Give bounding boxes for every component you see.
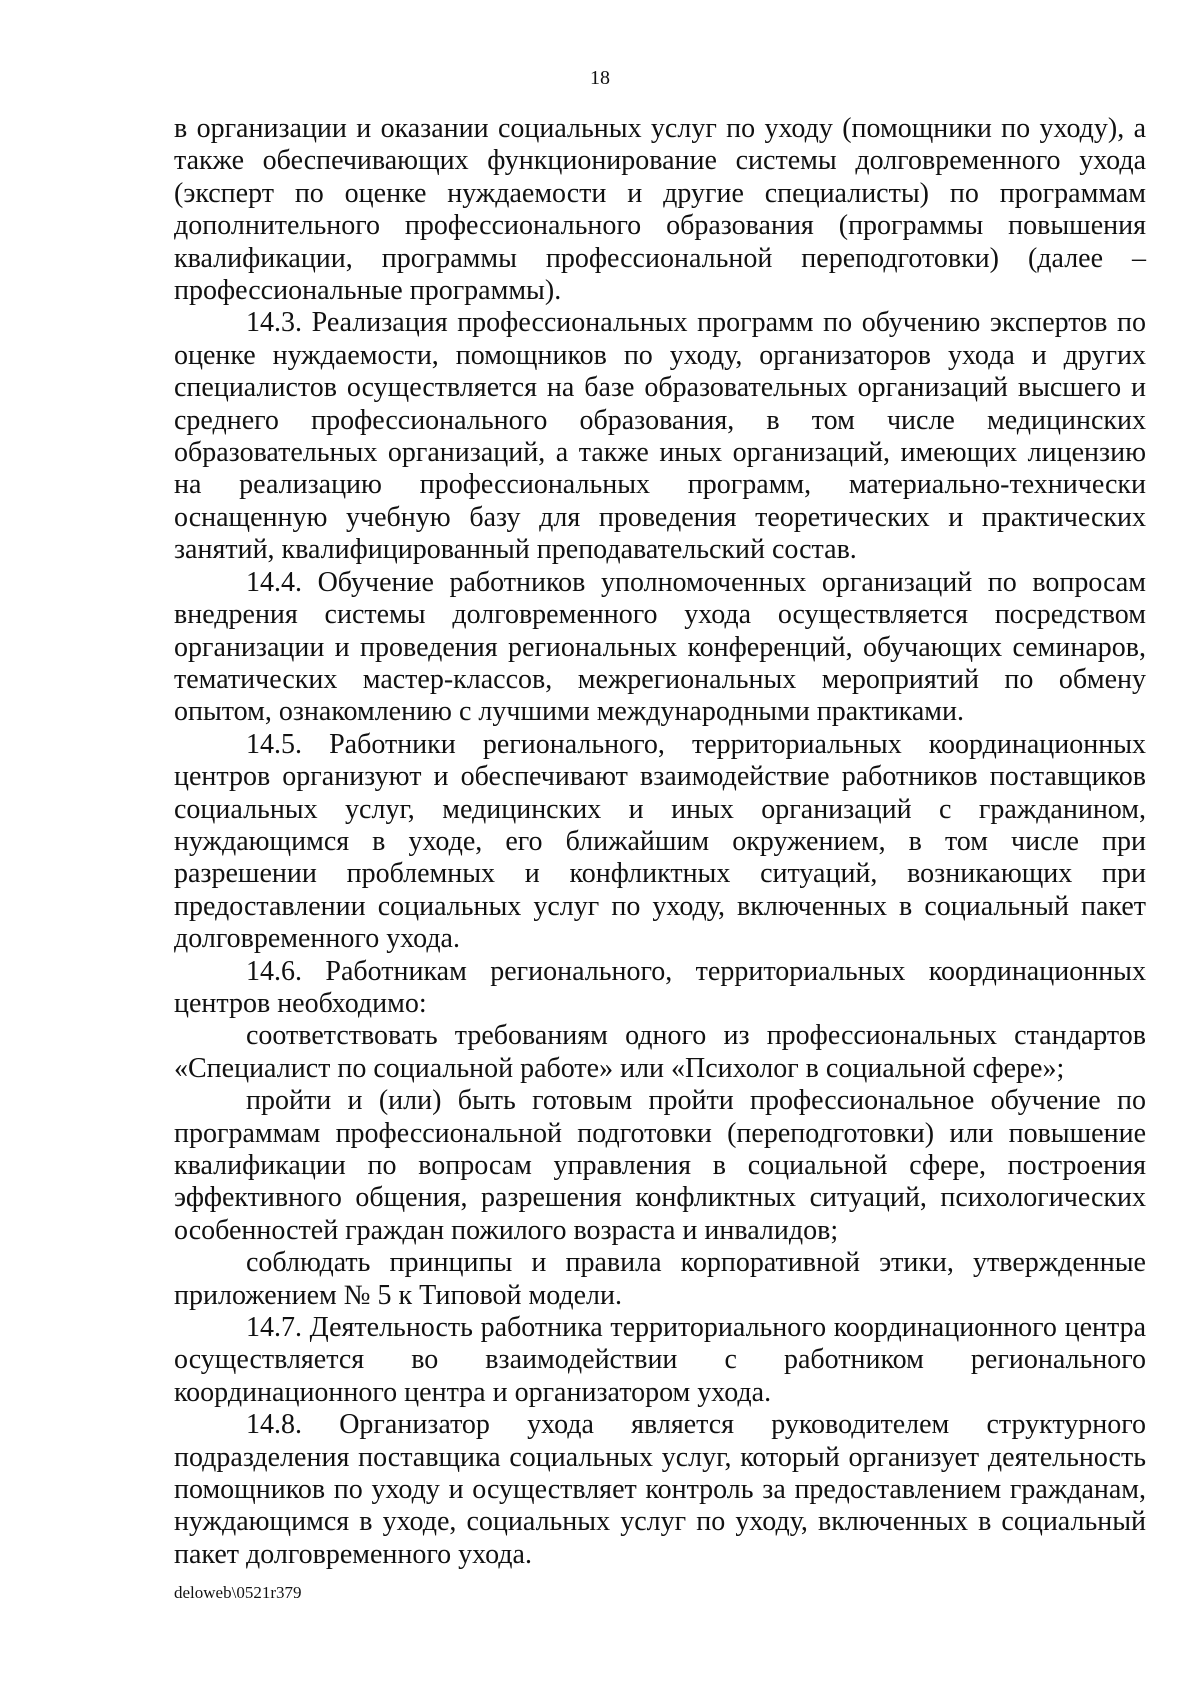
requirement-item-standards: соответствовать требованиям одного из профессиональных стандартов «Специалист по социальной работе» или «Психолог в социальной сфере»; [174, 1020, 1146, 1084]
paragraph-14-4: 14.4. Обучение работников уполномоченных организаций по вопросам внедрения системы долговременного ухода осуществляется посредством организации и проведения региональных конференций, обучающих семинаров, тематических мастер-классов, межрегиональных мероприятий по обмену опытом, ознакомлению с лучшими международными практиками. [174, 566, 1146, 728]
requirement-item-ethics: соблюдать принципы и правила корпоративной этики, утвержденные приложением № 5 к Типовой модели. [174, 1247, 1146, 1311]
paragraph-14-8: 14.8. Организатор ухода является руководителем структурного подразделения поставщика социальных услуг, который организует деятельность помощников по уходу и осуществляет контроль за предоставлением гражданам, нуждающимся в уходе, социальных услуг по уходу, включенных в социальный пакет долговременного ухода. [174, 1409, 1146, 1570]
paragraph-14-3: 14.3. Реализация профессиональных программ по обучению экспертов по оценке нуждаемости, помощников по уходу, организаторов ухода и других специалистов осуществляется на базе образовательных организаций высшего и среднего профессионального образования, в том числе медицинских образовательных организаций, а также иных организаций, имеющих лицензию на реализацию профессиональных программ, материально-технически оснащенную учебную базу для проведения теоретических и практических занятий, квалифицированный преподавательский состав. [174, 307, 1146, 566]
paragraph-14-6: 14.6. Работникам регионального, территориальных координационных центров необходимо: [174, 955, 1146, 1019]
document-body [174, 113, 1146, 1571]
page-number: 18 [590, 67, 610, 89]
paragraph-14-7: 14.7. Деятельность работника территориального координационного центра осуществляется во взаимодействии с работником регионального координационного центра и организатором ухода. [174, 1312, 1146, 1408]
paragraph-14-5: 14.5. Работники регионального, территориальных координационных центров организуют и обеспечивают взаимодействие работников поставщиков социальных услуг, медицинских и иных организаций с гражданином, нуждающимся в уходе, его ближайшим окружением, в том числе при разрешении проблемных и конфликтных ситуаций, возникающих при предоставлении социальных услуг по уходу, включенных в социальный пакет долговременного ухода. [174, 728, 1146, 955]
document-footer-code: deloweb\0521r379 [174, 1583, 302, 1602]
requirement-item-training: пройти и (или) быть готовым пройти профессиональное обучение по программам профессиональной подготовки (переподготовки) или повышение квалификации по вопросам управления в социальной сфере, построения эффективного общения, разрешения конфликтных ситуаций, психологических особенностей граждан пожилого возраста и инвалидов; [174, 1085, 1146, 1246]
paragraph-continuation: в организации и оказании социальных услуг по уходу (помощники по уходу), а также обеспечивающих функционирование системы долговременного ухода (эксперт по оценке нуждаемости и другие специалисты) по программам дополнительного профессионального образования (программы повышения квалификации, программы профессиональной переподготовки) (далее – профессиональные программы). [174, 113, 1146, 307]
